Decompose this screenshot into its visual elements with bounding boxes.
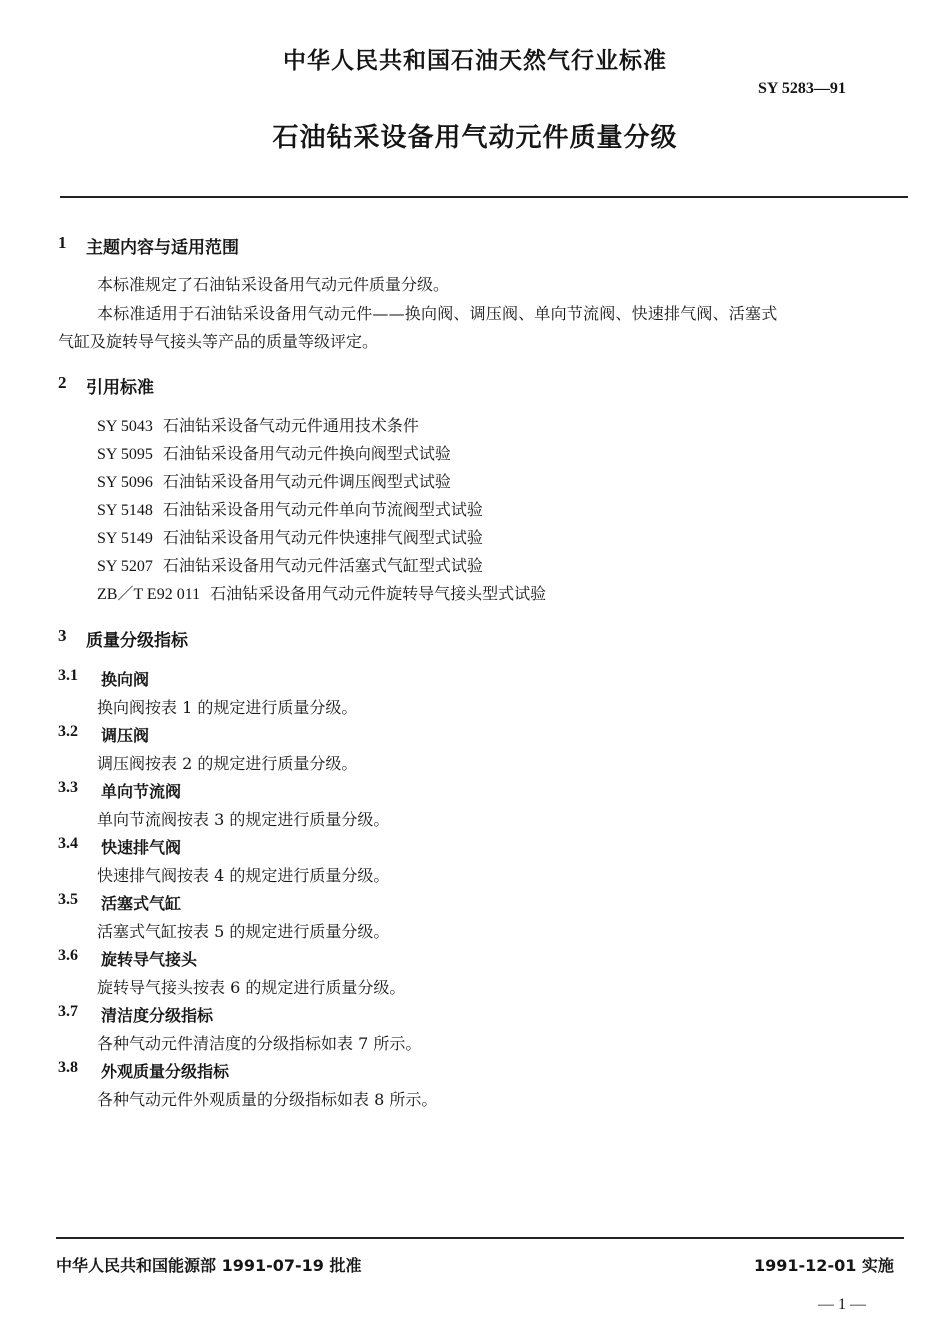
industry-standard-heading: 中华人民共和国石油天然气行业标准 xyxy=(283,48,667,74)
section-1-number: 1 xyxy=(58,233,67,252)
section-3-number: 3 xyxy=(58,626,67,645)
reference-title: 石油钻采设备气动元件通用技术条件 xyxy=(162,416,419,435)
reference-standard-item xyxy=(97,525,483,548)
reference-code: SY 5095 xyxy=(97,446,153,463)
subsection-number: 3.6 xyxy=(58,947,78,964)
document-title: 石油钻采设备用气动元件质量分级 xyxy=(272,123,678,153)
reference-standard-item xyxy=(97,413,419,436)
subsection-text: 调压阀按表 2 的规定进行质量分级。 xyxy=(97,754,358,773)
section-2-number: 2 xyxy=(58,373,67,392)
subsection-text: 各种气动元件外观质量的分级指标如表 8 所示。 xyxy=(97,1090,438,1109)
reference-title: 石油钻采设备用气动元件旋转导气接头型式试验 xyxy=(210,584,547,603)
page-number: — 1 — xyxy=(818,1296,866,1313)
reference-code: ZB／T E92 011 xyxy=(97,586,201,603)
reference-title: 石油钻采设备用气动元件快速排气阀型式试验 xyxy=(162,528,483,547)
subsection-text: 旋转导气接头按表 6 的规定进行质量分级。 xyxy=(97,978,406,997)
subsection-number: 3.5 xyxy=(58,891,78,908)
reference-standard-item xyxy=(97,581,546,604)
approval-line: 中华人民共和国能源部 1991-07-19 批准 xyxy=(56,1256,362,1275)
header-divider xyxy=(60,196,908,198)
subsection-number: 3.7 xyxy=(58,1003,78,1020)
reference-code: SY 5043 xyxy=(97,418,153,435)
reference-code: SY 5149 xyxy=(97,530,153,547)
subsection-number: 3.4 xyxy=(58,835,78,852)
subsection-title: 换向阀 xyxy=(101,670,150,689)
subsection-text: 活塞式气缸按表 5 的规定进行质量分级。 xyxy=(97,922,390,941)
subsection-title: 活塞式气缸 xyxy=(101,894,182,913)
subsection-title: 旋转导气接头 xyxy=(101,950,198,969)
reference-title: 石油钻采设备用气动元件调压阀型式试验 xyxy=(162,472,451,491)
subsection-number: 3.1 xyxy=(58,667,78,684)
reference-standard-item xyxy=(97,469,451,492)
subsection-text: 各种气动元件清洁度的分级指标如表 7 所示。 xyxy=(97,1034,422,1053)
subsection-number: 3.8 xyxy=(58,1059,78,1076)
subsection-title: 清洁度分级指标 xyxy=(101,1006,214,1025)
section-3-title: 质量分级指标 xyxy=(86,631,188,651)
subsection-text: 单向节流阀按表 3 的规定进行质量分级。 xyxy=(97,810,390,829)
section-1-title: 主题内容与适用范围 xyxy=(86,238,239,258)
section-1-paragraph: 气缸及旋转导气接头等产品的质量等级评定。 xyxy=(58,332,379,351)
section-2-title: 引用标准 xyxy=(86,378,154,398)
subsection-text: 换向阀按表 1 的规定进行质量分级。 xyxy=(97,698,358,717)
reference-standard-item xyxy=(97,553,483,576)
implementation-date: 1991-12-01 实施 xyxy=(754,1256,894,1275)
subsection-title: 调压阀 xyxy=(101,726,150,745)
reference-code: SY 5207 xyxy=(97,558,153,575)
section-1-paragraph: 本标准规定了石油钻采设备用气动元件质量分级。 xyxy=(97,275,450,294)
subsection-title: 快速排气阀 xyxy=(101,838,182,857)
subsection-number: 3.3 xyxy=(58,779,78,796)
reference-code: SY 5148 xyxy=(97,502,153,519)
reference-standard-item xyxy=(97,497,483,520)
subsection-text: 快速排气阀按表 4 的规定进行质量分级。 xyxy=(97,866,390,885)
subsection-title: 单向节流阀 xyxy=(101,782,182,801)
reference-standard-item xyxy=(97,441,451,464)
section-1-paragraph: 本标准适用于石油钻采设备用气动元件——换向阀、调压阀、单向节流阀、快速排气阀、活塞式 xyxy=(97,304,778,323)
standard-number: SY 5283—91 xyxy=(758,80,846,97)
subsection-number: 3.2 xyxy=(58,723,78,740)
reference-code: SY 5096 xyxy=(97,474,153,491)
reference-title: 石油钻采设备用气动元件单向节流阀型式试验 xyxy=(162,500,483,519)
footer-divider xyxy=(56,1237,904,1239)
reference-title: 石油钻采设备用气动元件活塞式气缸型式试验 xyxy=(162,556,483,575)
subsection-title: 外观质量分级指标 xyxy=(101,1062,230,1081)
reference-title: 石油钻采设备用气动元件换向阀型式试验 xyxy=(162,444,451,463)
